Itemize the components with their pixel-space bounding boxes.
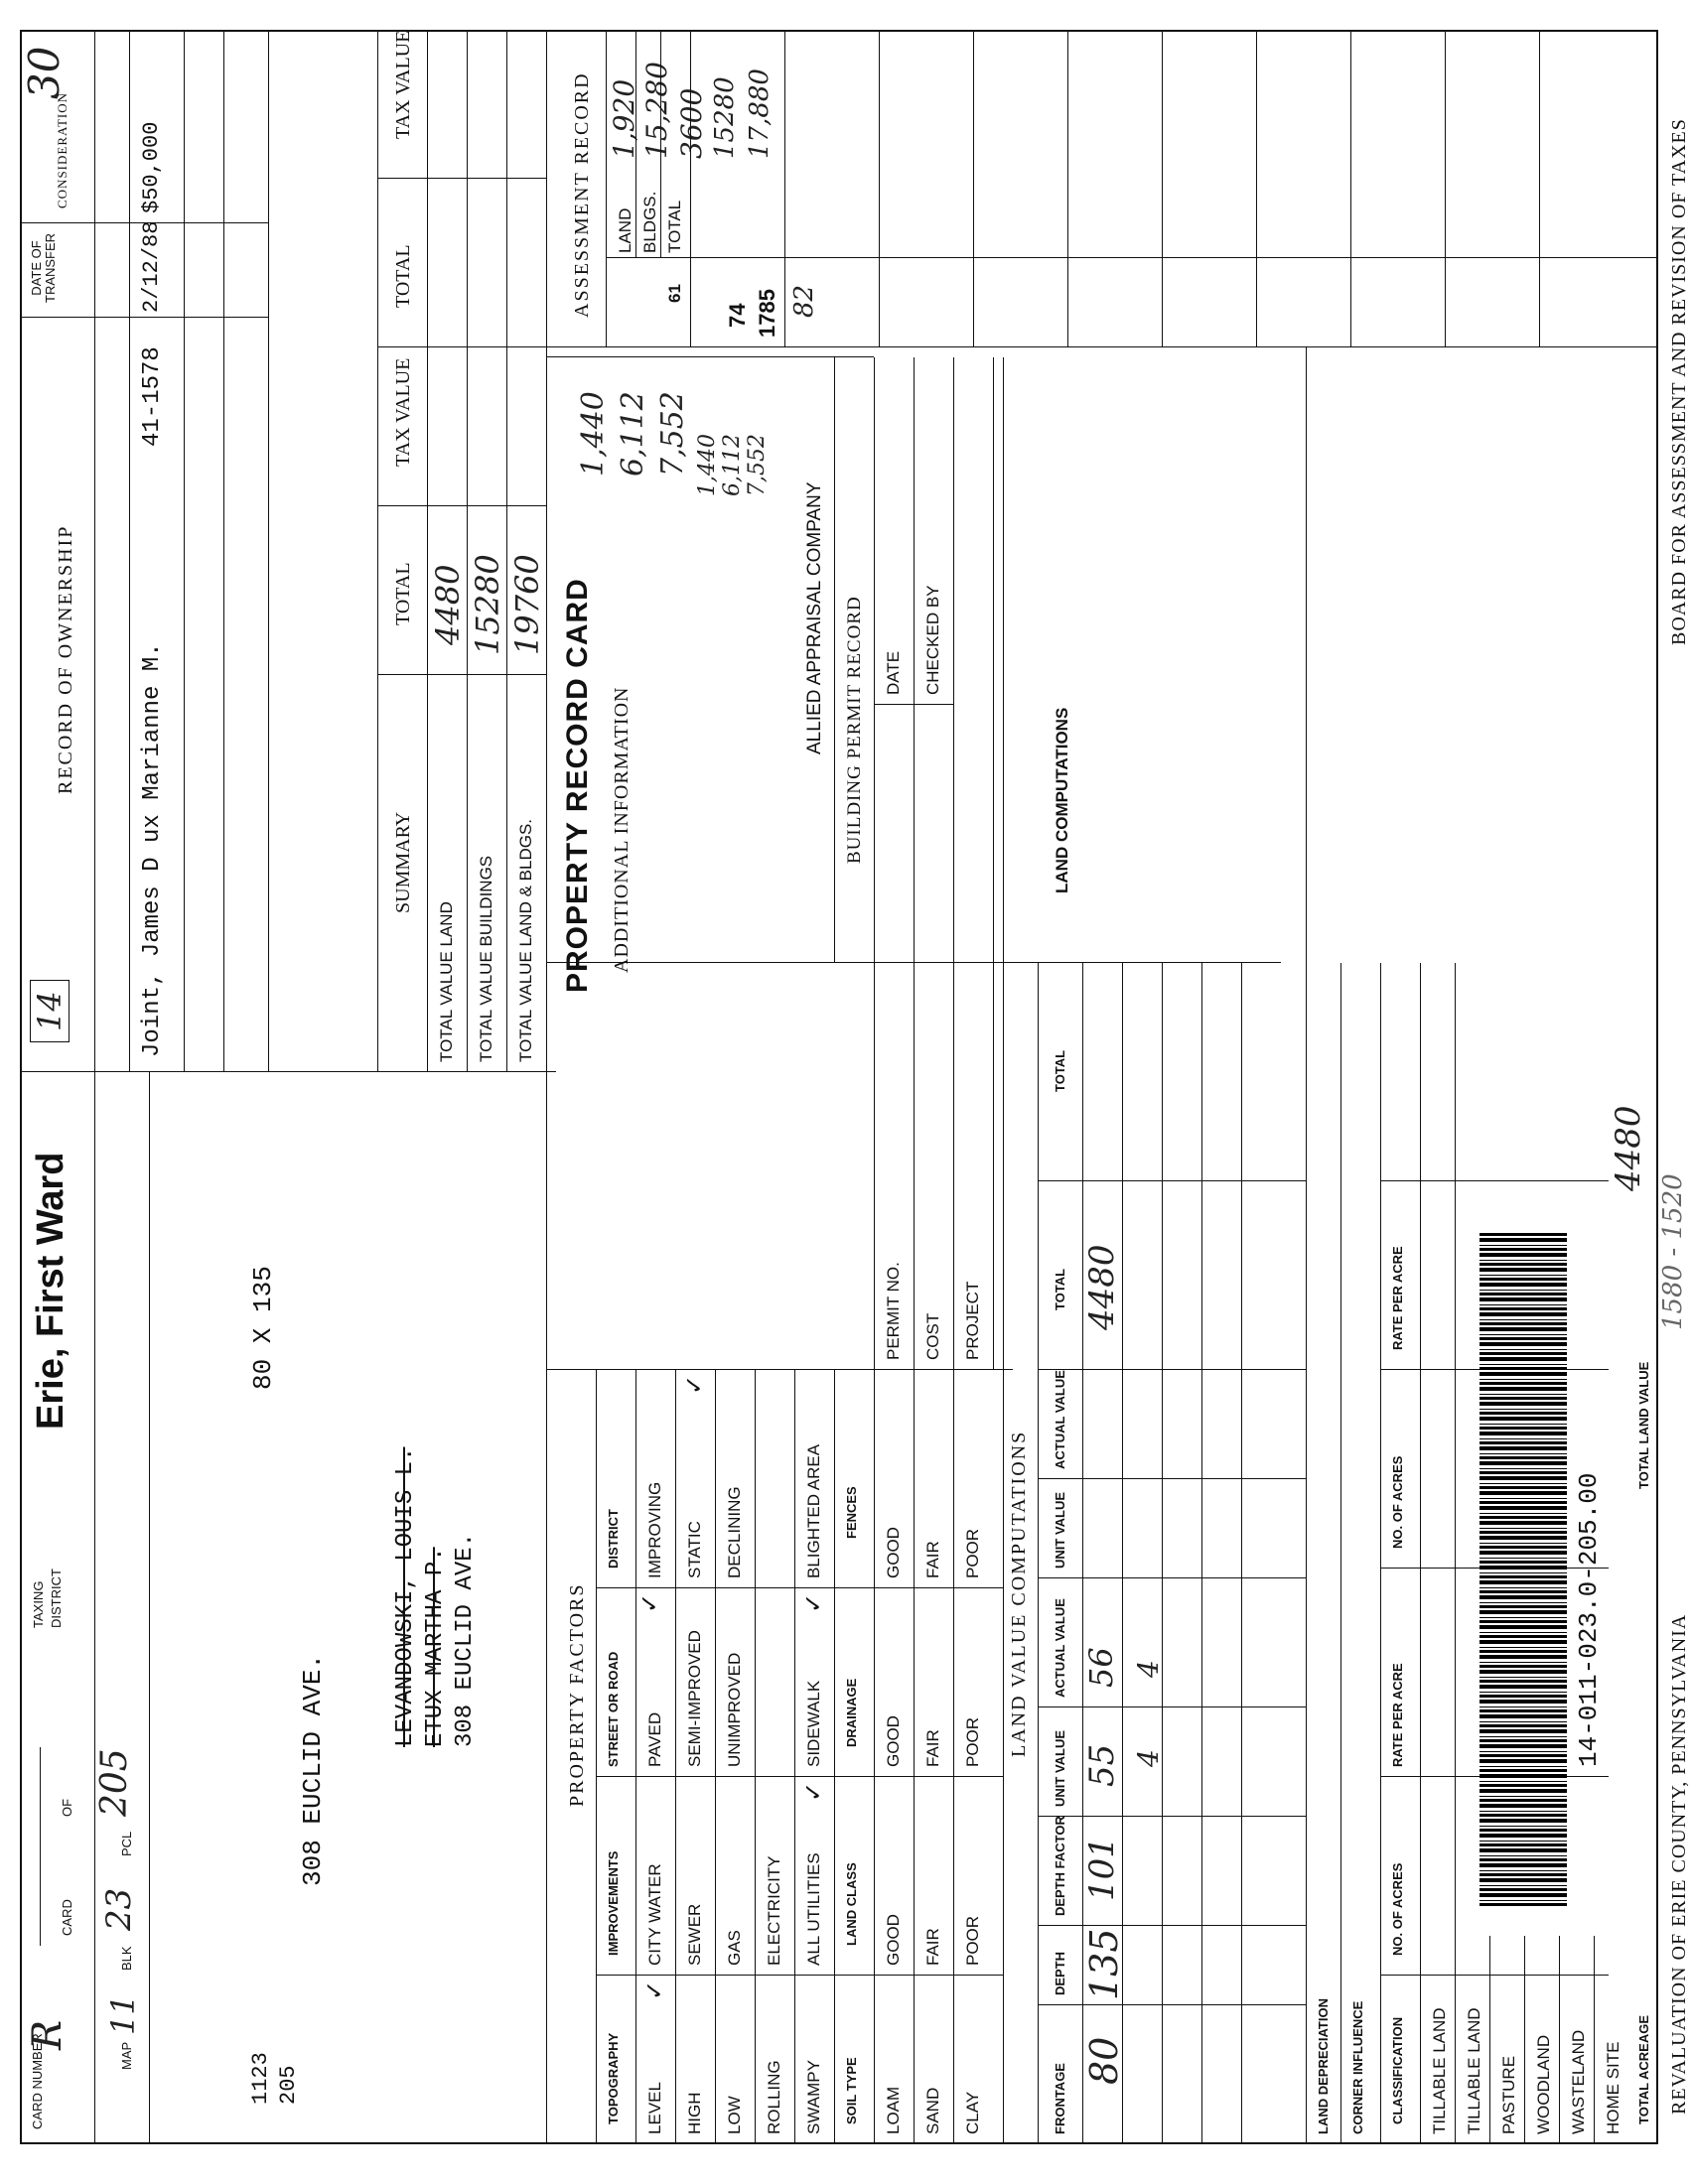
assess-year-1: 61 — [665, 284, 684, 303]
assess-hand-5: 17,880 — [745, 68, 775, 159]
land-computations-label: LAND COMPUTATIONS — [1053, 707, 1071, 893]
footer-handwritten: 1580 - 1520 — [1658, 1173, 1688, 1330]
fences-fair: FAIR — [923, 1541, 942, 1578]
acre-h-rate: RATE PER ACRE — [1390, 1663, 1405, 1767]
land-class-poor: POOR — [963, 1915, 982, 1966]
lv-h-total-2: TOTAL — [1053, 1049, 1067, 1092]
acre-row-tillable-2: TILLABLE LAND — [1465, 2007, 1483, 2134]
footer-right: BOARD FOR ASSESSMENT AND REVISION OF TAXES — [1668, 118, 1690, 645]
of-label: OF — [60, 1798, 74, 1817]
date-of-transfer-label: DATE OF TRANSFER — [29, 232, 58, 303]
former-owner-1: LEVANDOWSKI, LOUIS L. — [392, 1446, 419, 1747]
property-address: 308 EUCLID AVE. — [298, 1653, 328, 1886]
topo-low: LOW — [725, 2096, 744, 2134]
card-label: CARD — [60, 1899, 74, 1936]
impr-city-water: CITY WATER — [645, 1863, 664, 1966]
additional-value-4: 1,440 — [695, 434, 720, 496]
fences-good: GOOD — [884, 1527, 903, 1578]
assess-stamp-b: 1785 — [755, 289, 779, 338]
additional-value-3: 7,552 — [655, 391, 690, 477]
lv-depth: 135 — [1082, 1928, 1126, 2000]
impr-all-utilities-check: ✓ — [800, 1781, 827, 1802]
district-name: Erie, First Ward — [30, 1152, 71, 1430]
card-count: 14 — [30, 980, 70, 1042]
footer-left: REVALUATION OF ERIE COUNTY, PENNSYLVANIA — [1668, 1613, 1690, 2115]
topo-level: LEVEL — [645, 2082, 664, 2134]
district-blighted: BLIGHTED AREA — [804, 1443, 823, 1578]
acre-h-rate-2: RATE PER ACRE — [1390, 1246, 1405, 1350]
ownership-name-1: Joint, James D ux Marianne M. — [139, 642, 166, 1057]
topo-high: HIGH — [685, 2092, 704, 2134]
acre-h-classification: CLASSIFICATION — [1390, 2016, 1405, 2124]
consideration-label: CONSIDERATION — [55, 92, 70, 208]
date-label: DATE — [884, 650, 903, 695]
assess-stamp-a: 74 — [725, 303, 750, 328]
street-paved: PAVED — [645, 1711, 664, 1767]
drainage-poor: POOR — [963, 1716, 982, 1767]
acre-h-no-acres: NO. OF ACRES — [1390, 1862, 1405, 1956]
assess-row-bldgs: BLDGS. — [640, 191, 659, 253]
summary-row-total: TOTAL VALUE LAND & BLDGS. — [516, 818, 535, 1062]
soil-header: SOIL TYPE — [844, 2057, 859, 2124]
page-number: 30 — [20, 46, 69, 99]
lv-h-actual-value-2: ACTUAL VALUE — [1053, 1370, 1067, 1469]
street-unimproved: UNIMPROVED — [725, 1652, 744, 1767]
corner-influence-label: CORNER INFLUENCE — [1350, 2000, 1365, 2134]
assess-row-total: TOTAL — [665, 200, 684, 253]
total-land-value-amount: 4480 — [1609, 1105, 1648, 1191]
street-sidewalk-check: ✓ — [800, 1592, 827, 1613]
improvements-header: IMPROVEMENTS — [606, 1850, 621, 1956]
lv-total: 4480 — [1082, 1244, 1122, 1330]
map-label: MAP — [119, 2041, 134, 2070]
impr-sewer: SEWER — [685, 1903, 704, 1966]
acre-row-home-site: HOME SITE — [1604, 2041, 1622, 2134]
summary-total-header: TOTAL — [392, 562, 414, 625]
summary-total-land: 4480 — [429, 564, 467, 645]
soil-sand: SAND — [923, 2087, 942, 2134]
district-header: DISTRICT — [606, 1509, 621, 1569]
parcel-id: 14-011-023.0-205.00 — [1574, 1472, 1604, 1767]
total-land-value-label: TOTAL LAND VALUE — [1636, 1361, 1651, 1489]
additional-info-title: ADDITIONAL INFORMATION — [611, 686, 633, 973]
acre-h-no-acres-2: NO. OF ACRES — [1390, 1455, 1405, 1549]
total-acreage-label: TOTAL ACREAGE — [1636, 2014, 1651, 2124]
lv-h-frontage: FRONTAGE — [1053, 2063, 1067, 2134]
additional-value-6: 7,552 — [745, 434, 770, 496]
fences-header: FENCES — [844, 1486, 859, 1539]
factors-title: PROPERTY FACTORS — [566, 1582, 588, 1807]
impr-electricity: ELECTRICITY — [765, 1855, 783, 1966]
property-code-2: 205 — [276, 2065, 301, 2105]
additional-value-2: 6,112 — [616, 391, 650, 477]
card-number-label: CARD NUMBER — [30, 2033, 45, 2129]
assess-hand-2: 15,280 — [640, 62, 673, 159]
impr-gas: GAS — [725, 1930, 744, 1966]
street-sidewalk: SIDEWALK — [804, 1680, 823, 1767]
lv-depth-factor: 101 — [1082, 1837, 1122, 1901]
card-title: PROPERTY RECORD CARD — [561, 578, 594, 993]
summary-title: SUMMARY — [392, 811, 414, 913]
building-permit-title: BUILDING PERMIT RECORD — [844, 596, 865, 864]
assess-row-land: LAND — [616, 207, 634, 253]
fences-poor: POOR — [963, 1528, 982, 1578]
acre-row-pasture: PASTURE — [1499, 2055, 1518, 2134]
lv-actual-value-2: 4 — [1132, 1660, 1165, 1678]
lv-h-total: TOTAL — [1053, 1268, 1067, 1310]
soil-loam: LOAM — [884, 2086, 903, 2134]
assess-hand-4: 15280 — [710, 76, 740, 159]
cost-label: COST — [923, 1312, 942, 1360]
summary-total-buildings: 15280 — [469, 554, 506, 655]
drainage-header: DRAINAGE — [844, 1678, 859, 1747]
owner-address: 308 EUCLID AVE. — [452, 1532, 479, 1747]
lv-h-unit-value: UNIT VALUE — [1053, 1729, 1067, 1807]
ownership-title: RECORD OF OWNERSHIP — [55, 524, 76, 794]
lv-actual-value: 56 — [1082, 1647, 1120, 1688]
street-header: STREET OR ROAD — [606, 1651, 621, 1767]
topo-rolling: ROLLING — [765, 2060, 783, 2134]
acre-row-tillable-1: TILLABLE LAND — [1430, 2007, 1449, 2134]
checked-by-label: CHECKED BY — [923, 585, 942, 695]
parcel-barcode — [1480, 1231, 1567, 1906]
summary-total-all: 19760 — [508, 554, 546, 655]
lv-h-depth: DEPTH — [1053, 1951, 1067, 1995]
lv-frontage: 80 — [1082, 2036, 1126, 2085]
card-number-value: R — [25, 2019, 70, 2050]
permit-no-label: PERMIT NO. — [884, 1262, 903, 1360]
former-owner-2: ETUX MARTHA P. — [422, 1547, 449, 1747]
impr-all-utilities: ALL UTILITIES — [804, 1852, 823, 1966]
project-label: PROJECT — [963, 1281, 982, 1360]
summary-tax-value-header: TAX VALUE — [392, 357, 414, 467]
tax-total-header: TOTAL — [392, 244, 414, 308]
property-code-1: 1123 — [248, 2052, 273, 2105]
soil-clay: CLAY — [963, 2091, 982, 2134]
ownership-consideration-1: $50,000 — [139, 121, 164, 213]
additional-value-1: 1,440 — [576, 391, 611, 477]
assess-hand-3: 3600 — [675, 87, 708, 159]
topo-swampy: SWAMPY — [804, 2060, 823, 2134]
pcl-value: 205 — [94, 1748, 135, 1817]
ownership-deed-1: 41-1578 — [139, 346, 166, 447]
topo-level-check: ✓ — [641, 1979, 668, 2000]
additional-value-5: 6,112 — [720, 434, 745, 496]
summary-row-buildings: TOTAL VALUE BUILDINGS — [477, 855, 495, 1062]
appraisal-company: ALLIED APPRAISAL COMPANY — [804, 481, 825, 754]
land-class-header: LAND CLASS — [844, 1862, 859, 1946]
district-static: STATIC — [685, 1521, 704, 1578]
land-depreciation-label: LAND DEPRECIATION — [1316, 1998, 1331, 2134]
pcl-label: PCL — [119, 1831, 134, 1856]
acre-row-woodland: WOODLAND — [1534, 2034, 1553, 2134]
map-value: 11 — [104, 1994, 142, 2035]
district-improving: IMPROVING — [645, 1481, 664, 1578]
acre-row-wasteland: WASTELAND — [1569, 2029, 1588, 2134]
topography-header: TOPOGRAPHY — [606, 2032, 621, 2124]
blk-label: BLK — [119, 1946, 134, 1971]
street-semi-improved: SEMI-IMPROVED — [685, 1630, 704, 1767]
blk-value: 23 — [99, 1887, 139, 1931]
lv-unit-value-2: 4 — [1132, 1749, 1165, 1767]
district-declining: DECLINING — [725, 1486, 744, 1578]
land-class-fair: FAIR — [923, 1928, 942, 1966]
tax-tax-value-header: TAX VALUE — [392, 30, 414, 139]
lv-unit-value: 55 — [1082, 1743, 1122, 1787]
drainage-good: GOOD — [884, 1715, 903, 1767]
assessment-title: ASSESSMENT RECORD — [571, 71, 593, 318]
assess-stamp-c: 82 — [789, 284, 819, 318]
land-class-good: GOOD — [884, 1914, 903, 1966]
lv-h-unit-value-2: UNIT VALUE — [1053, 1491, 1067, 1569]
land-value-title: LAND VALUE COMPUTATIONS — [1008, 1430, 1030, 1757]
summary-row-land: TOTAL VALUE LAND — [437, 901, 456, 1062]
lv-h-actual-value: ACTUAL VALUE — [1053, 1598, 1067, 1698]
street-paved-check: ✓ — [636, 1592, 663, 1613]
ownership-date-1: 2/12/88 — [139, 220, 164, 313]
district-static-check: ✓ — [681, 1374, 708, 1395]
taxing-district-label: TAXING DISTRICT — [31, 1569, 64, 1628]
lv-h-depth-factor: DEPTH FACTOR — [1053, 1816, 1067, 1916]
assess-hand-1: 1,920 — [608, 78, 640, 159]
lot-dimensions: 80 X 135 — [248, 1266, 278, 1390]
drainage-fair: FAIR — [923, 1729, 942, 1767]
